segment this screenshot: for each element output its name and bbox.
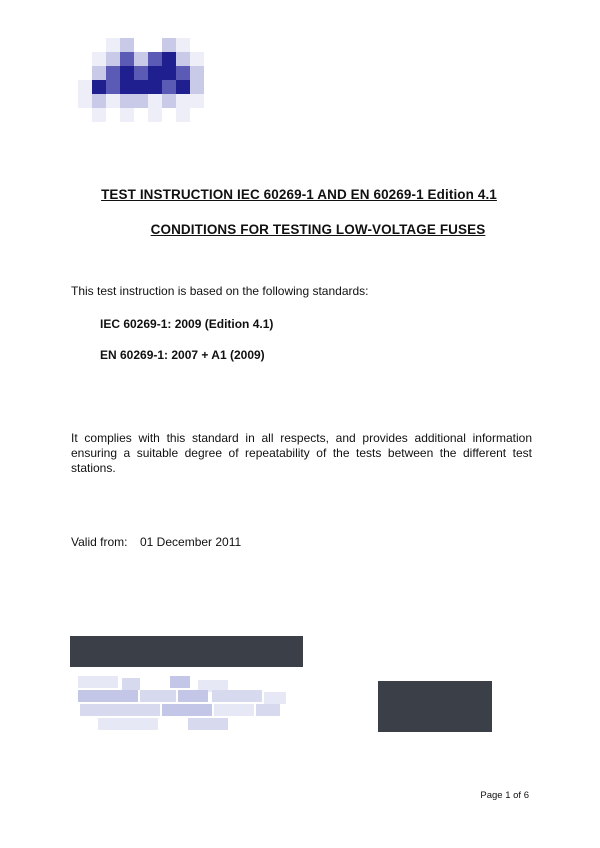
logo-pixel (148, 108, 162, 122)
redacted-stamp-block (378, 681, 492, 732)
logo-pixel (92, 66, 106, 80)
valid-from-label: Valid from: (71, 535, 128, 549)
logo-pixel (92, 52, 106, 66)
signature-pixel (214, 704, 254, 716)
logo-pixel (190, 52, 204, 66)
logo-pixel (106, 80, 120, 94)
logo-pixel (176, 66, 190, 80)
signature-pixel (122, 678, 140, 690)
logo-pixel (162, 52, 176, 66)
logo-pixel (162, 66, 176, 80)
logo-pixel (162, 94, 176, 108)
logo-pixel (120, 66, 134, 80)
logo-pixel (92, 94, 106, 108)
logo-pixel (176, 94, 190, 108)
logo-pixel (92, 80, 106, 94)
logo-pixel (120, 94, 134, 108)
signature-pixel (80, 704, 160, 716)
logo-pixel (106, 94, 120, 108)
signature-pixel (140, 690, 176, 702)
standard-item: EN 60269-1: 2007 + A1 (2009) (100, 348, 265, 362)
company-logo (78, 38, 210, 126)
logo-pixel (148, 52, 162, 66)
logo-pixel (134, 80, 148, 94)
logo-pixel (120, 108, 134, 122)
logo-pixel (162, 80, 176, 94)
signature-pixel (78, 690, 138, 702)
signature-pixel (78, 676, 118, 688)
signature-pixel (212, 690, 262, 702)
signature-pixel (98, 718, 158, 730)
logo-pixel (148, 80, 162, 94)
logo-pixel (120, 52, 134, 66)
signature-pixel (178, 690, 208, 702)
logo-pixel (120, 38, 134, 52)
logo-pixel (162, 38, 176, 52)
signature-pixel (162, 704, 212, 716)
logo-pixel (106, 52, 120, 66)
document-subtitle: CONDITIONS FOR TESTING LOW-VOLTAGE FUSES (150, 222, 486, 237)
logo-pixel (176, 52, 190, 66)
redacted-name-block (70, 636, 303, 667)
logo-pixel (148, 66, 162, 80)
logo-pixel (190, 80, 204, 94)
logo-pixel (190, 66, 204, 80)
compliance-text: It complies with this standard in all respects, and provides additional information ensuring a suitable degree of repeatability of the tests between the different test stations. (71, 431, 532, 475)
redacted-signature (78, 676, 288, 730)
document-title: TEST INSTRUCTION IEC 60269-1 AND EN 60269-1 Edition 4.1 (101, 187, 497, 202)
logo-pixel (190, 94, 204, 108)
logo-pixel (176, 108, 190, 122)
logo-pixel (92, 108, 106, 122)
valid-from-date: 01 December 2011 (140, 535, 242, 549)
valid-from (71, 535, 241, 549)
logo-pixel (106, 66, 120, 80)
page-number: Page 1 of 6 (480, 790, 529, 801)
logo-pixel (134, 94, 148, 108)
logo-pixel (78, 80, 92, 94)
logo-pixel (176, 80, 190, 94)
logo-pixel (176, 38, 190, 52)
logo-pixel (148, 94, 162, 108)
logo-pixel (120, 80, 134, 94)
signature-pixel (256, 704, 280, 716)
logo-pixel (134, 66, 148, 80)
signature-pixel (264, 692, 286, 704)
signature-pixel (188, 718, 228, 730)
logo-pixel (78, 94, 92, 108)
intro-text: This test instruction is based on the following standards: (71, 284, 369, 298)
logo-pixel (106, 38, 120, 52)
logo-pixel (134, 52, 148, 66)
standard-item: IEC 60269-1: 2009 (Edition 4.1) (100, 317, 274, 331)
signature-pixel (170, 676, 190, 688)
